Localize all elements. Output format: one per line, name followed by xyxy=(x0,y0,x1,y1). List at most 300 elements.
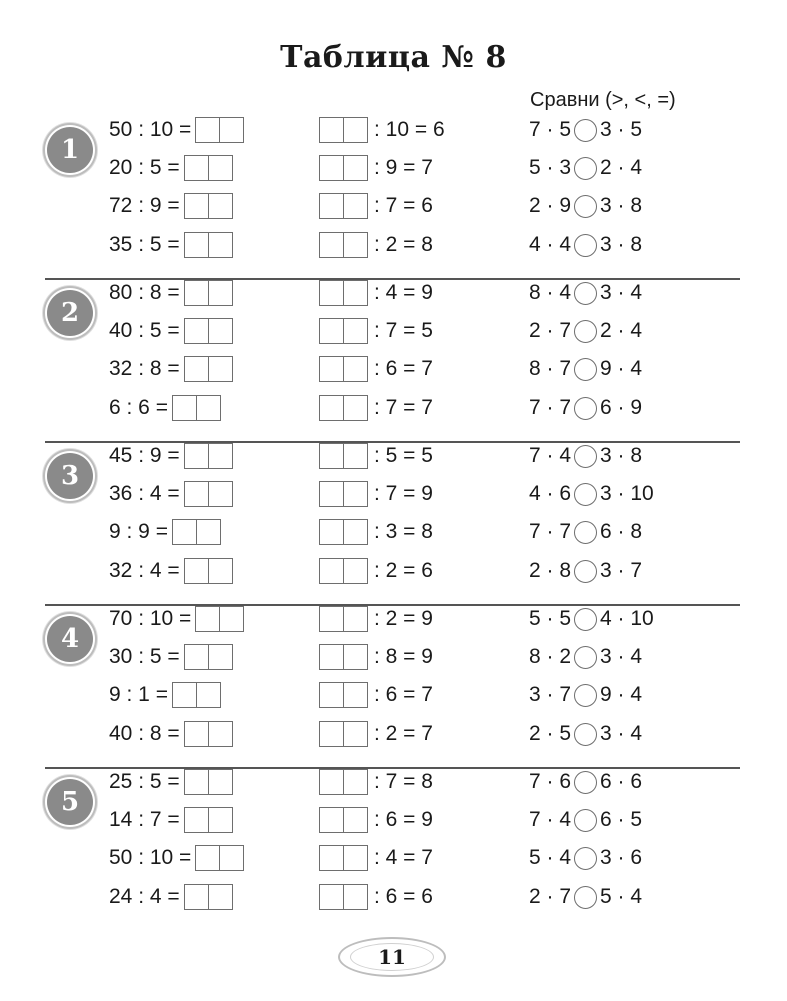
missing-dividend-expression: : 7 = 9 xyxy=(374,482,433,505)
comparison-circle[interactable] xyxy=(574,195,597,218)
division-problem xyxy=(109,556,233,586)
exercise-row xyxy=(45,479,740,509)
digit-box[interactable] xyxy=(343,520,367,544)
comparison-circle[interactable] xyxy=(574,560,597,583)
digit-box[interactable] xyxy=(320,194,343,218)
division-problem xyxy=(109,843,244,873)
dividend-boxes[interactable] xyxy=(319,395,368,421)
digit-box[interactable] xyxy=(320,722,343,746)
missing-dividend-problem xyxy=(319,393,433,423)
digit-box[interactable] xyxy=(208,770,232,794)
exercise-section xyxy=(45,278,740,443)
comparison-circle[interactable] xyxy=(574,157,597,180)
comparison-left: 7 · 4 xyxy=(529,444,572,467)
comparison-problem xyxy=(529,843,642,873)
comparison-right: 3 · 4 xyxy=(600,645,643,668)
exercise-row xyxy=(45,354,740,384)
comparison-left: 5 · 5 xyxy=(529,607,572,630)
comparison-circle[interactable] xyxy=(574,608,597,631)
digit-box[interactable] xyxy=(320,156,343,180)
division-problem xyxy=(109,680,221,710)
digit-box[interactable] xyxy=(196,396,220,420)
digit-box[interactable] xyxy=(320,319,343,343)
division-expression: 20 : 5 = xyxy=(109,156,180,179)
digit-box[interactable] xyxy=(208,482,232,506)
digit-box[interactable] xyxy=(343,808,367,832)
missing-dividend-problem xyxy=(319,441,433,471)
comparison-right: 3 · 6 xyxy=(600,846,643,869)
digit-box[interactable] xyxy=(173,396,196,420)
comparison-left: 5 · 3 xyxy=(529,156,572,179)
dividend-boxes[interactable] xyxy=(319,356,368,382)
comparison-circle[interactable] xyxy=(574,809,597,832)
digit-box[interactable] xyxy=(343,885,367,909)
comparison-right: 3 · 5 xyxy=(600,118,643,141)
comparison-problem xyxy=(529,642,642,672)
division-problem xyxy=(109,882,233,912)
answer-boxes[interactable] xyxy=(184,558,233,584)
answer-boxes[interactable] xyxy=(195,845,244,871)
digit-box[interactable] xyxy=(320,885,343,909)
comparison-circle[interactable] xyxy=(574,847,597,870)
comparison-left: 5 · 4 xyxy=(529,846,572,869)
digit-box[interactable] xyxy=(320,357,343,381)
division-expression: 24 : 4 = xyxy=(109,885,180,908)
digit-box[interactable] xyxy=(185,770,208,794)
comparison-circle[interactable] xyxy=(574,723,597,746)
dividend-boxes[interactable] xyxy=(319,644,368,670)
digit-box[interactable] xyxy=(208,319,232,343)
digit-box[interactable] xyxy=(208,281,232,305)
answer-boxes[interactable] xyxy=(184,193,233,219)
missing-dividend-expression: : 4 = 7 xyxy=(374,846,433,869)
digit-box[interactable] xyxy=(173,683,196,707)
dividend-boxes[interactable] xyxy=(319,280,368,306)
digit-box[interactable] xyxy=(196,520,220,544)
comparison-problem xyxy=(529,278,642,308)
missing-dividend-problem xyxy=(319,556,433,586)
digit-box[interactable] xyxy=(185,559,208,583)
comparison-right: 3 · 7 xyxy=(600,559,643,582)
exercise-section xyxy=(45,115,740,280)
division-expression: 70 : 10 = xyxy=(109,607,192,630)
digit-box[interactable] xyxy=(196,607,219,631)
missing-dividend-problem xyxy=(319,479,433,509)
dividend-boxes[interactable] xyxy=(319,155,368,181)
digit-box[interactable] xyxy=(185,808,208,832)
digit-box[interactable] xyxy=(219,607,243,631)
section-number-badge: 4 xyxy=(47,616,93,662)
division-expression: 45 : 9 = xyxy=(109,444,180,467)
answer-boxes[interactable] xyxy=(184,769,233,795)
digit-box[interactable] xyxy=(343,683,367,707)
missing-dividend-problem xyxy=(319,642,433,672)
comparison-right: 6 · 5 xyxy=(600,808,643,831)
comparison-problem xyxy=(529,680,642,710)
comparison-left: 3 · 7 xyxy=(529,683,572,706)
exercise-section xyxy=(45,441,740,606)
comparison-circle[interactable] xyxy=(574,684,597,707)
comparison-problem xyxy=(529,115,642,145)
missing-dividend-expression: : 7 = 5 xyxy=(374,319,433,342)
page-title: Таблица № 8 xyxy=(280,40,507,75)
missing-dividend-problem xyxy=(319,882,433,912)
digit-box[interactable] xyxy=(343,396,367,420)
exercise-row xyxy=(45,882,740,912)
missing-dividend-problem xyxy=(319,316,433,346)
digit-box[interactable] xyxy=(343,559,367,583)
division-problem xyxy=(109,191,233,221)
answer-boxes[interactable] xyxy=(172,682,221,708)
comparison-circle[interactable] xyxy=(574,119,597,142)
comparison-left: 4 · 4 xyxy=(529,233,572,256)
digit-box[interactable] xyxy=(185,482,208,506)
comparison-left: 7 · 7 xyxy=(529,520,572,543)
answer-boxes[interactable] xyxy=(184,356,233,382)
dividend-boxes[interactable] xyxy=(319,117,368,143)
comparison-left: 2 · 5 xyxy=(529,722,572,745)
division-expression: 72 : 9 = xyxy=(109,194,180,217)
exercise-section xyxy=(45,767,740,930)
digit-box[interactable] xyxy=(320,607,343,631)
exercise-row xyxy=(45,191,740,221)
exercise-row xyxy=(45,316,740,346)
digit-box[interactable] xyxy=(208,559,232,583)
missing-dividend-problem xyxy=(319,604,433,634)
answer-boxes[interactable] xyxy=(184,884,233,910)
answer-boxes[interactable] xyxy=(184,443,233,469)
comparison-problem xyxy=(529,517,642,547)
digit-box[interactable] xyxy=(320,482,343,506)
answer-boxes[interactable] xyxy=(184,481,233,507)
missing-dividend-problem xyxy=(319,153,433,183)
comparison-problem xyxy=(529,191,642,221)
digit-box[interactable] xyxy=(208,357,232,381)
digit-box[interactable] xyxy=(343,281,367,305)
digit-box[interactable] xyxy=(343,194,367,218)
exercise-row xyxy=(45,278,740,308)
division-expression: 40 : 5 = xyxy=(109,319,180,342)
comparison-left: 7 · 6 xyxy=(529,770,572,793)
digit-box[interactable] xyxy=(320,808,343,832)
division-expression: 9 : 1 = xyxy=(109,683,168,706)
comparison-right: 6 · 8 xyxy=(600,520,643,543)
missing-dividend-problem xyxy=(319,680,433,710)
comparison-right: 3 · 10 xyxy=(600,482,654,505)
division-expression: 9 : 9 = xyxy=(109,520,168,543)
exercise-row xyxy=(45,441,740,471)
comparison-left: 8 · 2 xyxy=(529,645,572,668)
comparison-right: 2 · 4 xyxy=(600,319,643,342)
exercise-row xyxy=(45,517,740,547)
digit-box[interactable] xyxy=(185,319,208,343)
division-expression: 25 : 5 = xyxy=(109,770,180,793)
exercise-row xyxy=(45,115,740,145)
missing-dividend-expression: : 10 = 6 xyxy=(374,118,445,141)
compare-header: Сравни (>, <, =) xyxy=(530,89,676,111)
division-expression: 14 : 7 = xyxy=(109,808,180,831)
comparison-left: 7 · 4 xyxy=(529,808,572,831)
digit-box[interactable] xyxy=(219,118,243,142)
division-expression: 35 : 5 = xyxy=(109,233,180,256)
missing-dividend-expression: : 9 = 7 xyxy=(374,156,433,179)
comparison-problem xyxy=(529,441,642,471)
missing-dividend-expression: : 6 = 7 xyxy=(374,357,433,380)
digit-box[interactable] xyxy=(320,281,343,305)
digit-box[interactable] xyxy=(185,722,208,746)
digit-box[interactable] xyxy=(343,233,367,257)
comparison-circle[interactable] xyxy=(574,282,597,305)
section-number-badge: 3 xyxy=(47,453,93,499)
exercise-row xyxy=(45,153,740,183)
dividend-boxes[interactable] xyxy=(319,443,368,469)
digit-box[interactable] xyxy=(343,770,367,794)
comparison-circle[interactable] xyxy=(574,483,597,506)
digit-box[interactable] xyxy=(196,683,220,707)
division-problem xyxy=(109,479,233,509)
comparison-right: 4 · 10 xyxy=(600,607,654,630)
comparison-circle[interactable] xyxy=(574,886,597,909)
digit-box[interactable] xyxy=(343,118,367,142)
dividend-boxes[interactable] xyxy=(319,682,368,708)
answer-boxes[interactable] xyxy=(184,721,233,747)
missing-dividend-expression: : 7 = 7 xyxy=(374,396,433,419)
exercise-row xyxy=(45,642,740,672)
division-expression: 50 : 10 = xyxy=(109,846,192,869)
comparison-problem xyxy=(529,604,654,634)
digit-box[interactable] xyxy=(320,846,343,870)
dividend-boxes[interactable] xyxy=(319,606,368,632)
digit-box[interactable] xyxy=(320,118,343,142)
digit-box[interactable] xyxy=(320,520,343,544)
digit-box[interactable] xyxy=(343,482,367,506)
comparison-right: 2 · 4 xyxy=(600,156,643,179)
answer-boxes[interactable] xyxy=(184,644,233,670)
division-expression: 6 : 6 = xyxy=(109,396,168,419)
missing-dividend-problem xyxy=(319,354,433,384)
dividend-boxes[interactable] xyxy=(319,845,368,871)
digit-box[interactable] xyxy=(320,683,343,707)
missing-dividend-expression: : 6 = 9 xyxy=(374,808,433,831)
comparison-right: 9 · 4 xyxy=(600,357,643,380)
digit-box[interactable] xyxy=(185,357,208,381)
digit-box[interactable] xyxy=(343,846,367,870)
exercise-row xyxy=(45,230,740,260)
comparison-problem xyxy=(529,719,642,749)
comparison-right: 3 · 8 xyxy=(600,444,643,467)
comparison-circle[interactable] xyxy=(574,646,597,669)
digit-box[interactable] xyxy=(320,770,343,794)
digit-box[interactable] xyxy=(343,357,367,381)
exercise-row xyxy=(45,719,740,749)
digit-box[interactable] xyxy=(185,645,208,669)
comparison-problem xyxy=(529,556,642,586)
missing-dividend-problem xyxy=(319,805,433,835)
answer-boxes[interactable] xyxy=(195,117,244,143)
digit-box[interactable] xyxy=(320,396,343,420)
digit-box[interactable] xyxy=(343,722,367,746)
digit-box[interactable] xyxy=(185,444,208,468)
comparison-right: 3 · 8 xyxy=(600,194,643,217)
division-expression: 30 : 5 = xyxy=(109,645,180,668)
missing-dividend-problem xyxy=(319,843,433,873)
digit-box[interactable] xyxy=(208,444,232,468)
digit-box[interactable] xyxy=(173,520,196,544)
comparison-problem xyxy=(529,393,642,423)
dividend-boxes[interactable] xyxy=(319,193,368,219)
missing-dividend-expression: : 6 = 7 xyxy=(374,683,433,706)
exercise-row xyxy=(45,680,740,710)
dividend-boxes[interactable] xyxy=(319,807,368,833)
digit-box[interactable] xyxy=(343,645,367,669)
division-expression: 50 : 10 = xyxy=(109,118,192,141)
dividend-boxes[interactable] xyxy=(319,558,368,584)
missing-dividend-expression: : 2 = 9 xyxy=(374,607,433,630)
missing-dividend-problem xyxy=(319,278,433,308)
division-problem xyxy=(109,441,233,471)
missing-dividend-problem xyxy=(319,767,433,797)
digit-box[interactable] xyxy=(320,645,343,669)
missing-dividend-problem xyxy=(319,230,433,260)
missing-dividend-expression: : 4 = 9 xyxy=(374,281,433,304)
digit-box[interactable] xyxy=(185,885,208,909)
digit-box[interactable] xyxy=(208,885,232,909)
comparison-right: 3 · 4 xyxy=(600,722,643,745)
digit-box[interactable] xyxy=(208,156,232,180)
comparison-circle[interactable] xyxy=(574,358,597,381)
division-problem xyxy=(109,767,233,797)
missing-dividend-expression: : 2 = 8 xyxy=(374,233,433,256)
comparison-problem xyxy=(529,230,642,260)
dividend-boxes[interactable] xyxy=(319,519,368,545)
comparison-left: 8 · 4 xyxy=(529,281,572,304)
answer-boxes[interactable] xyxy=(172,519,221,545)
dividend-boxes[interactable] xyxy=(319,481,368,507)
comparison-circle[interactable] xyxy=(574,445,597,468)
comparison-left: 2 · 7 xyxy=(529,885,572,908)
comparison-left: 4 · 6 xyxy=(529,482,572,505)
exercise-row xyxy=(45,556,740,586)
dividend-boxes[interactable] xyxy=(319,721,368,747)
missing-dividend-expression: : 2 = 6 xyxy=(374,559,433,582)
comparison-circle[interactable] xyxy=(574,771,597,794)
comparison-circle[interactable] xyxy=(574,234,597,257)
digit-box[interactable] xyxy=(343,156,367,180)
digit-box[interactable] xyxy=(208,808,232,832)
digit-box[interactable] xyxy=(185,233,208,257)
section-number-badge: 2 xyxy=(47,290,93,336)
exercise-row xyxy=(45,767,740,797)
digit-box[interactable] xyxy=(320,444,343,468)
comparison-right: 6 · 6 xyxy=(600,770,643,793)
missing-dividend-expression: : 2 = 7 xyxy=(374,722,433,745)
division-problem xyxy=(109,393,221,423)
comparison-circle[interactable] xyxy=(574,521,597,544)
exercise-row xyxy=(45,393,740,423)
exercise-row xyxy=(45,843,740,873)
digit-box[interactable] xyxy=(196,118,219,142)
digit-box[interactable] xyxy=(208,233,232,257)
division-problem xyxy=(109,805,233,835)
missing-dividend-problem xyxy=(319,191,433,221)
comparison-left: 2 · 9 xyxy=(529,194,572,217)
answer-boxes[interactable] xyxy=(184,155,233,181)
division-problem xyxy=(109,354,233,384)
digit-box[interactable] xyxy=(343,319,367,343)
division-problem xyxy=(109,115,244,145)
answer-boxes[interactable] xyxy=(184,232,233,258)
comparison-right: 3 · 4 xyxy=(600,281,643,304)
missing-dividend-expression: : 5 = 5 xyxy=(374,444,433,467)
comparison-problem xyxy=(529,479,654,509)
division-problem xyxy=(109,230,233,260)
digit-box[interactable] xyxy=(185,156,208,180)
section-number-badge: 1 xyxy=(47,127,93,173)
missing-dividend-problem xyxy=(319,115,445,145)
division-problem xyxy=(109,642,233,672)
missing-dividend-expression: : 7 = 6 xyxy=(374,194,433,217)
answer-boxes[interactable] xyxy=(195,606,244,632)
division-expression: 32 : 8 = xyxy=(109,357,180,380)
missing-dividend-problem xyxy=(319,719,433,749)
digit-box[interactable] xyxy=(343,607,367,631)
comparison-left: 2 · 8 xyxy=(529,559,572,582)
comparison-right: 3 · 8 xyxy=(600,233,643,256)
comparison-problem xyxy=(529,316,642,346)
page-number: 11 xyxy=(378,945,406,969)
comparison-right: 6 · 9 xyxy=(600,396,643,419)
division-expression: 36 : 4 = xyxy=(109,482,180,505)
comparison-left: 7 · 7 xyxy=(529,396,572,419)
division-problem xyxy=(109,604,244,634)
comparison-right: 5 · 4 xyxy=(600,885,643,908)
digit-box[interactable] xyxy=(208,722,232,746)
dividend-boxes[interactable] xyxy=(319,884,368,910)
comparison-circle[interactable] xyxy=(574,397,597,420)
digit-box[interactable] xyxy=(219,846,243,870)
answer-boxes[interactable] xyxy=(184,807,233,833)
comparison-left: 8 · 7 xyxy=(529,357,572,380)
comparison-left: 2 · 7 xyxy=(529,319,572,342)
division-expression: 80 : 8 = xyxy=(109,281,180,304)
comparison-problem xyxy=(529,767,642,797)
missing-dividend-expression: : 6 = 6 xyxy=(374,885,433,908)
digit-box[interactable] xyxy=(185,194,208,218)
dividend-boxes[interactable] xyxy=(319,318,368,344)
division-problem xyxy=(109,517,221,547)
comparison-circle[interactable] xyxy=(574,320,597,343)
digit-box[interactable] xyxy=(208,194,232,218)
comparison-problem xyxy=(529,153,642,183)
answer-boxes[interactable] xyxy=(172,395,221,421)
answer-boxes[interactable] xyxy=(184,280,233,306)
missing-dividend-expression: : 3 = 8 xyxy=(374,520,433,543)
section-number-badge: 5 xyxy=(47,779,93,825)
exercise-section xyxy=(45,604,740,769)
dividend-boxes[interactable] xyxy=(319,769,368,795)
dividend-boxes[interactable] xyxy=(319,232,368,258)
digit-box[interactable] xyxy=(196,846,219,870)
digit-box[interactable] xyxy=(320,559,343,583)
digit-box[interactable] xyxy=(320,233,343,257)
answer-boxes[interactable] xyxy=(184,318,233,344)
digit-box[interactable] xyxy=(343,444,367,468)
missing-dividend-problem xyxy=(319,517,433,547)
digit-box[interactable] xyxy=(185,281,208,305)
division-problem xyxy=(109,153,233,183)
digit-box[interactable] xyxy=(208,645,232,669)
exercise-row xyxy=(45,805,740,835)
